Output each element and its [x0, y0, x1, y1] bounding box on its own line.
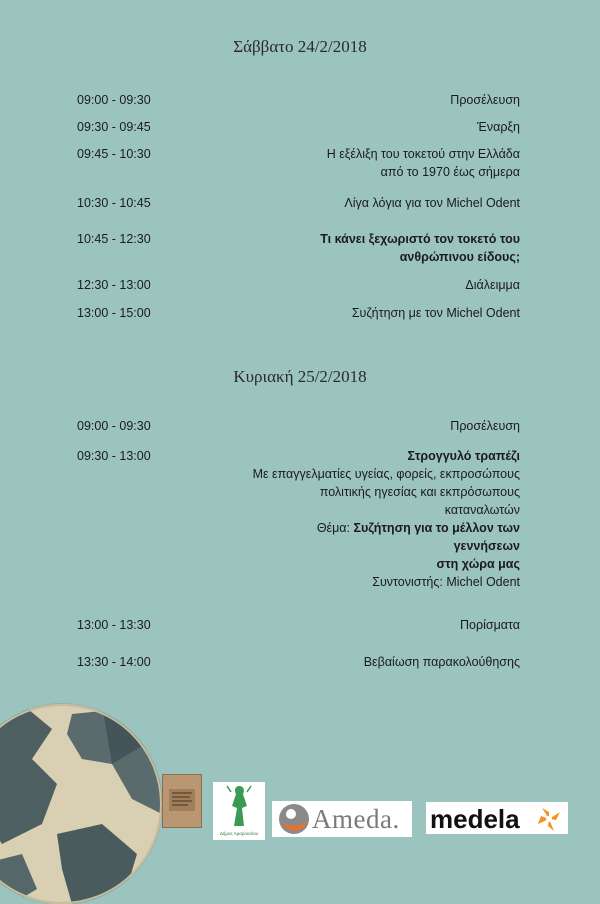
time: 10:30 - 10:45 [77, 196, 151, 210]
description-line: Διάλειμμα [465, 278, 520, 292]
time: 13:00 - 15:00 [77, 306, 151, 320]
description [450, 417, 520, 435]
description-line: Λίγα λόγια για τον Michel Odent [344, 196, 520, 210]
description [465, 276, 520, 294]
statue-icon [213, 782, 265, 830]
topic-text: Συζήτηση για το μέλλον των [353, 521, 520, 535]
description-line: Πορίσματα [460, 618, 520, 632]
time: 09:00 - 09:30 [77, 93, 151, 107]
time: 13:00 - 13:30 [77, 618, 151, 632]
description [364, 653, 520, 671]
description [320, 230, 520, 266]
sunday-title: Κυριακή 25/2/2018 [233, 367, 367, 386]
time: 10:45 - 12:30 [77, 232, 151, 246]
description [352, 304, 520, 322]
description-line: Η εξέλιξη του τοκετού στην Ελλάδα [326, 147, 520, 161]
ameda-text: Ameda [312, 804, 393, 834]
description [344, 194, 520, 212]
description [477, 118, 520, 136]
topic-text: στη χώρα μας [436, 557, 520, 571]
description-line: καταναλωτών [444, 503, 520, 517]
globe-illustration [0, 704, 162, 904]
description-line: από το 1970 έως σήμερα [380, 165, 520, 179]
globe-icon [0, 704, 162, 904]
description [327, 145, 520, 181]
description [253, 447, 520, 591]
book-logo [162, 774, 202, 828]
time: 09:00 - 09:30 [77, 419, 151, 433]
round-table-title: Στρογγυλό τραπέζι [407, 449, 520, 463]
topic-label: Θέμα: [316, 521, 354, 535]
ameda-swirl-icon [274, 801, 314, 837]
time: 12:30 - 13:00 [77, 278, 151, 292]
medela-wordmark: medela [430, 804, 520, 834]
description-line: Έναρξη [477, 120, 520, 134]
book-cover-icon [163, 775, 201, 827]
description-line: πολιτικής ηγεσίας και εκπρόσωπους [319, 485, 520, 499]
ameda-logo [272, 801, 412, 837]
description-line: Τι κάνει ξεχωριστό τον τοκετό του [320, 232, 520, 246]
municipality-logo [213, 782, 265, 840]
time: 13:30 - 14:00 [77, 655, 151, 669]
time: 09:30 - 09:45 [77, 120, 151, 134]
time: 09:30 - 13:00 [77, 449, 151, 463]
saturday-title: Σάββατο 24/2/2018 [233, 37, 367, 56]
ameda-wordmark [312, 804, 400, 835]
description-line: Συζήτηση με τον Michel Odent [351, 306, 520, 320]
description-line: Προσέλευση [450, 419, 520, 433]
ameda-suffix: . [392, 804, 400, 834]
topic-text: γεννήσεων [453, 539, 520, 553]
description-line: Με επαγγελματίες υγείας, φορείς, εκπροσώπους [252, 467, 520, 481]
description-line: ανθρώπινου είδους; [399, 250, 520, 264]
medela-flower-icon [534, 804, 564, 834]
medela-logo [426, 802, 568, 834]
description [460, 616, 520, 634]
description-line: Βεβαίωση παρακολούθησης [363, 655, 520, 669]
topic-line [253, 519, 520, 537]
description [450, 91, 520, 109]
description-line: Προσέλευση [450, 93, 520, 107]
municipality-caption: Δήμος Αμαρουσίου [219, 831, 259, 836]
time: 09:45 - 10:30 [77, 147, 151, 161]
moderator: Συντονιστής: Michel Odent [372, 575, 520, 589]
